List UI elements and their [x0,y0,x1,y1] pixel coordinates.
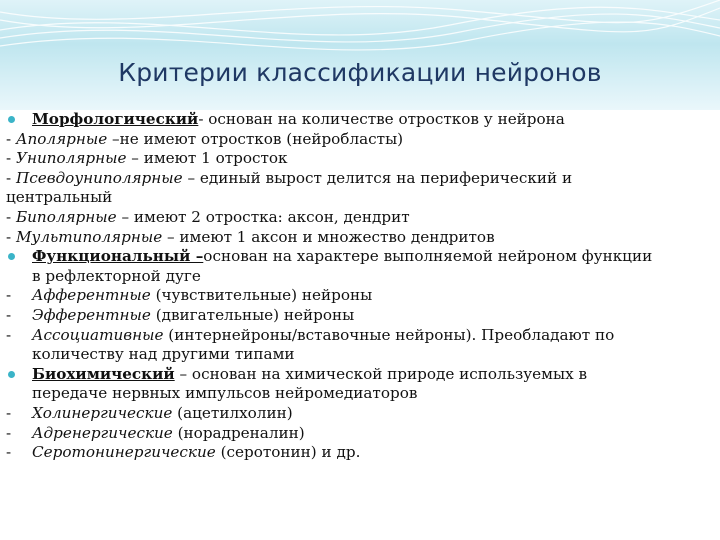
dash-marker: - [6,423,12,442]
term: Униполярные [15,149,127,168]
item-text: – имеют 1 отросток [126,149,288,168]
item-text: – единый вырост делится на периферический и [182,168,573,187]
term: Аполярные [15,129,108,148]
dash-marker: - [6,325,12,344]
item-text: – основан на химической природе используемых в [174,364,588,383]
item-text: основан на характере выполняемой нейроном функции [203,247,653,266]
term: Афферентные [32,286,151,305]
term: Биполярные [15,207,117,226]
item-text: (серотонин) и др. [215,443,361,462]
bullet-icon [8,253,15,260]
list-item [6,286,712,306]
list-item [6,247,712,267]
list-item [6,110,712,130]
term: Мультиполярные [15,227,163,246]
category-heading: Морфологический [32,110,199,128]
list-item-continuation: центральный [6,188,113,207]
term: Ассоциативные [32,325,164,344]
dash-marker: - [6,403,12,422]
dash-marker: - [6,305,12,324]
dash-marker: - [6,129,16,148]
slide-body [6,110,712,463]
term: Холинергические [32,403,173,422]
list-item [6,326,712,346]
list-item-continuation: передаче нервных импульсов нейромедиаторов [32,384,418,403]
list-item [6,365,712,385]
item-text: (норадреналин) [172,423,305,442]
list-item [6,443,712,463]
header-banner [0,0,720,110]
category-heading: Биохимический [32,364,175,383]
list-item-continuation: количеству над другими типами [32,345,295,364]
list-item [6,149,712,169]
item-text: – имеют 2 отростка: аксон, дендрит [116,207,410,226]
list-item-continuation: в рефлекторной дуге [32,266,201,285]
term: Серотонинергические [32,443,216,462]
item-text: (ацетилхолин) [172,403,293,422]
term: Адренергические [32,423,173,442]
item-text: (интернейроны/вставочные нейроны). Преобладают по [163,325,615,344]
item-text: – имеют 1 аксон и множество дендритов [162,227,495,246]
dash-marker: - [6,286,12,305]
list-item [6,208,712,228]
term: Эфферентные [32,305,151,324]
dash-marker: - [6,149,16,168]
list-item [6,228,712,248]
term: Псевдоуниполярные [15,168,183,187]
item-text: –не имеют отростков (нейробласты) [107,129,404,148]
dash-marker: - [6,207,16,226]
dash-marker: - [6,443,12,462]
item-text: (чувствительные) нейроны [150,286,373,305]
dash-marker: - [6,168,16,187]
category-heading: Функциональный – [32,247,204,266]
dash-marker: - [6,227,16,246]
bullet-icon [8,116,15,123]
list-item [6,424,712,444]
list-item [6,306,712,326]
decorative-wave-lines [0,0,720,110]
bullet-icon [8,371,15,378]
list-item [6,130,712,150]
list-item [6,169,712,189]
item-text: - основан на количестве отростков у нейрона [198,110,565,128]
list-item [6,404,712,424]
item-text: (двигательные) нейроны [150,305,355,324]
slide-title: Критерии классификации нейронов [118,58,602,87]
